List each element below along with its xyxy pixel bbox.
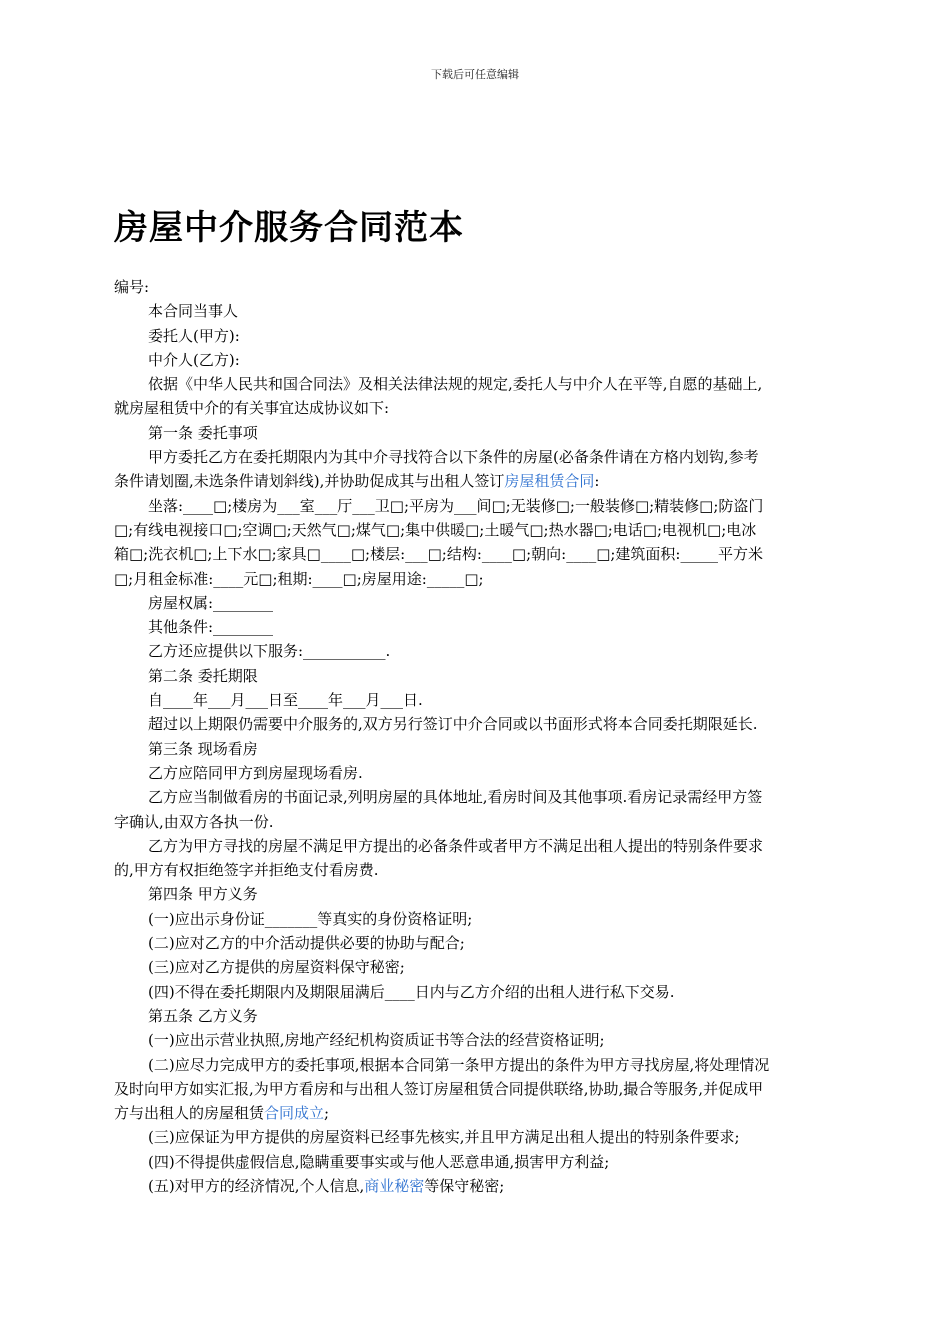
article-3-para-2-line-2: 字确认,由双方各执一份. xyxy=(114,812,274,831)
article-1-para-line-1: 甲方委托乙方在委托期限内为其中介寻找符合以下条件的房屋(必备条件请在方格内划钩,参考 xyxy=(148,448,759,467)
article-5-item-2-text: 方与出租人的房屋租赁 xyxy=(114,1104,265,1123)
article-5-item-4: (四)不得提供虚假信息,隐瞒重要事实或与他人恶意串通,损害甲方利益; xyxy=(148,1152,610,1171)
location-line-1: 坐落:____□;楼房为___室___厅___卫□;平房为___间□;无装修□;一般装修□;精装修□;防盗门 xyxy=(148,496,764,515)
serial-number-label: 编号: xyxy=(114,278,150,296)
article-5-item-3: (三)应保证为甲方提供的房屋资料已经事先核实,并且甲方满足出租人提出的特别条件要求; xyxy=(148,1128,740,1147)
article-5-item-2-line-2: 及时向甲方如实汇报,为甲方看房和与出租人签订房屋租赁合同提供联络,协助,撮合等服务,并促成甲 xyxy=(114,1079,764,1098)
article-4-item-3: (三)应对乙方提供的房屋资料保守秘密; xyxy=(148,958,405,977)
article-4-heading: 第四条 甲方义务 xyxy=(148,885,258,904)
rental-contract-link[interactable]: 房屋租赁合同 xyxy=(504,472,595,491)
preamble-line-1: 依据《中华人民共和国合同法》及相关法律法规的规定,委托人与中介人在平等,自愿的基础上, xyxy=(148,375,763,394)
article-3-heading: 第三条 现场看房 xyxy=(148,739,258,758)
period-extension: 超过以上期限仍需要中介服务的,双方另行签订中介合同或以书面形式将本合同委托期限延长. xyxy=(148,715,758,734)
page-header-note: 下载后可任意编辑 xyxy=(431,68,519,81)
ownership-field: 房屋权属:________ xyxy=(148,593,274,612)
article-1-para-line-2 xyxy=(114,469,838,493)
article-5-item-5-text: (五)对甲方的经济情况,个人信息, xyxy=(148,1176,365,1195)
trade-secret-link[interactable]: 商业秘密 xyxy=(364,1176,425,1195)
article-3-para-3-line-1: 乙方为甲方寻找的房屋不满足甲方提出的必备条件或者甲方不满足出租人提出的特别条件要求 xyxy=(148,836,764,855)
agent-party: 中介人(乙方): xyxy=(148,350,240,369)
article-1-para-text: 条件请划圈,未选条件请划斜线),并协助促成其与出租人签订 xyxy=(114,472,505,491)
article-5-item-2-line-1: (二)应尽力完成甲方的委托事项,根据本合同第一条甲方提出的条件为甲方寻找房屋,将处理情况 xyxy=(148,1055,770,1074)
parties-intro: 本合同当事人 xyxy=(148,302,239,321)
location-line-2: □;有线电视接口□;空调□;天然气□;煤气□;集中供暖□;土暖气□;热水器□;电话□;电视机□;电冰 xyxy=(114,520,757,539)
client-party: 委托人(甲方): xyxy=(148,326,240,345)
article-5-item-5-end: 等保守秘密; xyxy=(424,1176,505,1195)
document-body xyxy=(114,275,838,1198)
article-5-item-1: (一)应出示营业执照,房地产经纪机构资质证书等合法的经营资格证明; xyxy=(148,1031,605,1050)
article-3-para-1: 乙方应陪同甲方到房屋现场看房. xyxy=(148,763,363,782)
article-1-heading: 第一条 委托事项 xyxy=(148,423,258,442)
article-4-item-2: (二)应对乙方的中介活动提供必要的协助与配合; xyxy=(148,934,465,953)
article-5-heading: 第五条 乙方义务 xyxy=(148,1006,258,1025)
preamble-line-2: 就房屋租赁中介的有关事宜达成协议如下: xyxy=(114,399,390,418)
article-4-item-4: (四)不得在委托期限内及期限届满后____日内与乙方介绍的出租人进行私下交易. xyxy=(148,982,675,1001)
article-3-para-2-line-1: 乙方应当制做看房的书面记录,列明房屋的具体地址,看房时间及其他事项.看房记录需经甲方签 xyxy=(148,788,763,807)
location-line-4: □;月租金标准:____元□;租期:____□;房屋用途:_____□; xyxy=(114,569,484,588)
commission-period: 自____年___月___日至____年___月___日. xyxy=(148,691,423,710)
article-4-item-1: (一)应出示身份证_______等真实的身份资格证明; xyxy=(148,909,473,928)
document-title: 房屋中介服务合同范本 xyxy=(114,208,464,248)
extra-services-field: 乙方还应提供以下服务:___________. xyxy=(148,642,391,661)
article-1-para-end: : xyxy=(594,472,600,491)
location-line-3: 箱□;洗衣机□;上下水□;家具□____□;楼层:___□;结构:____□;朝向:____□;建筑面积:_____平方米 xyxy=(114,545,763,564)
article-5-item-2-end: ; xyxy=(324,1104,330,1123)
article-5-item-2-line-3 xyxy=(114,1101,838,1125)
other-conditions-field: 其他条件:________ xyxy=(148,618,274,637)
article-3-para-3-line-2: 的,甲方有权拒绝签字并拒绝支付看房费. xyxy=(114,861,379,880)
article-5-item-5 xyxy=(114,1174,838,1198)
article-2-heading: 第二条 委托期限 xyxy=(148,666,258,685)
contract-formation-link[interactable]: 合同成立 xyxy=(264,1104,325,1123)
